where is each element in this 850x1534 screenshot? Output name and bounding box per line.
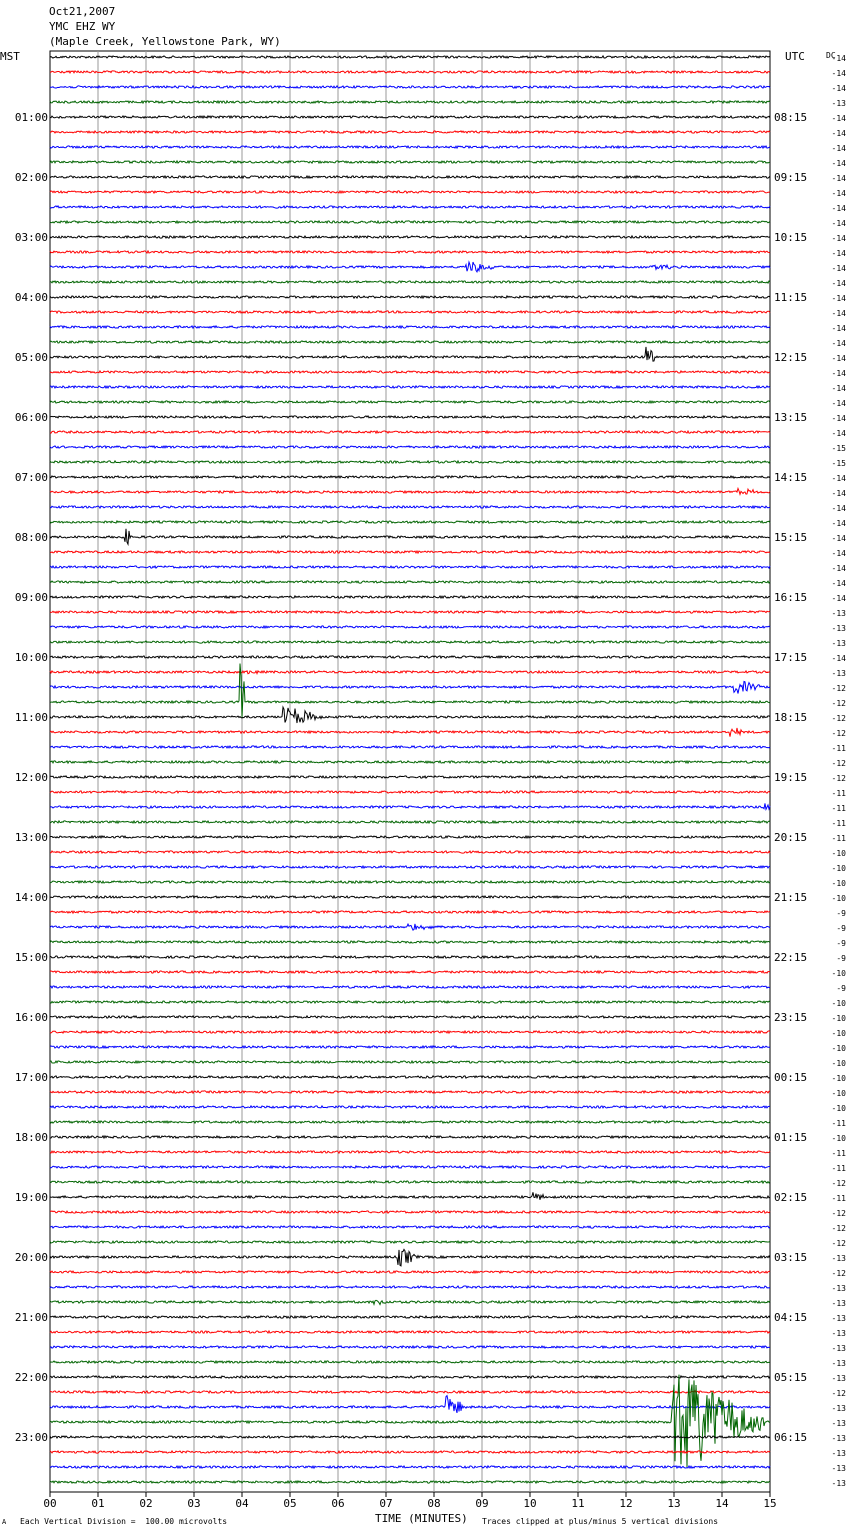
dc-offset-label: -13 xyxy=(831,1449,846,1458)
dc-offset-label: -14 xyxy=(831,534,846,543)
seismic-trace xyxy=(50,1121,770,1123)
dc-offset-label: -12 xyxy=(831,699,846,708)
left-hour-label: 06:00 xyxy=(14,411,48,424)
seismic-trace xyxy=(50,431,770,433)
dc-offset-label: -13 xyxy=(831,1419,846,1428)
left-timezone-label: MST xyxy=(0,50,20,63)
left-hour-label: 20:00 xyxy=(14,1251,48,1264)
dc-offset-label: -12 xyxy=(831,1239,846,1248)
dc-offset-label: -10 xyxy=(831,1089,846,1098)
right-hour-label: 00:15 xyxy=(774,1071,808,1084)
right-hour-label: 06:15 xyxy=(774,1431,808,1444)
seismic-trace xyxy=(50,251,770,253)
x-axis-title: TIME (MINUTES) xyxy=(375,1512,468,1525)
dc-offset-label: -11 xyxy=(831,1119,846,1128)
seismic-trace xyxy=(50,401,770,403)
dc-offset-label: -14 xyxy=(831,564,846,573)
seismic-trace xyxy=(50,131,770,133)
dc-offset-label: -12 xyxy=(831,729,846,738)
dc-offset-label: -14 xyxy=(831,309,846,318)
record-date: Oct21,2007 xyxy=(49,5,116,18)
dc-offset-label: -10 xyxy=(831,1029,846,1038)
seismic-trace xyxy=(50,641,770,643)
seismic-trace xyxy=(50,347,770,361)
seismic-trace xyxy=(50,146,770,148)
dc-offset-label: -9 xyxy=(836,909,846,918)
seismic-trace xyxy=(50,341,770,343)
scale-note: Each Vertical Division = 100.00 microvolts xyxy=(20,1517,228,1526)
seismic-trace xyxy=(50,707,770,723)
seismic-trace xyxy=(50,191,770,193)
seismic-trace xyxy=(50,1091,770,1093)
dc-offset-label: -11 xyxy=(831,789,846,798)
seismic-trace xyxy=(50,86,770,88)
dc-offset-label: -10 xyxy=(831,849,846,858)
left-hour-label: 02:00 xyxy=(14,171,48,184)
seismic-trace xyxy=(50,488,770,494)
dc-offset-label: -12 xyxy=(831,1209,846,1218)
left-hour-label: 19:00 xyxy=(14,1191,48,1204)
dc-offset-label: -14 xyxy=(831,369,846,378)
seismic-trace xyxy=(50,236,770,238)
seismic-trace xyxy=(50,776,770,778)
seismic-trace xyxy=(50,296,770,298)
seismic-trace xyxy=(50,476,770,478)
dc-offset-label: -14 xyxy=(831,159,846,168)
seismic-trace xyxy=(50,851,770,853)
seismic-trace xyxy=(50,911,770,913)
dc-offset-label: -14 xyxy=(831,579,846,588)
x-tick-label: 12 xyxy=(619,1497,633,1510)
left-hour-label: 05:00 xyxy=(14,351,48,364)
right-hour-label: 08:15 xyxy=(774,111,808,124)
seismic-trace xyxy=(50,1249,770,1266)
dc-offset-label: -14 xyxy=(831,114,846,123)
x-tick-label: 05 xyxy=(283,1497,297,1510)
seismic-trace xyxy=(50,206,770,208)
right-hour-label: 01:15 xyxy=(774,1131,808,1144)
dc-offset-label: -13 xyxy=(831,1404,846,1413)
seismic-trace xyxy=(50,1076,770,1078)
x-tick-label: 15 xyxy=(763,1497,777,1510)
seismic-trace xyxy=(50,1376,770,1378)
seismic-trace xyxy=(50,1286,770,1288)
seismic-trace xyxy=(50,506,770,508)
seismic-trace xyxy=(50,896,770,898)
dc-offset-label: -9 xyxy=(836,984,846,993)
dc-offset-label: -11 xyxy=(831,1194,846,1203)
dc-offset-label: -13 xyxy=(831,639,846,648)
right-timezone-label: UTC xyxy=(785,50,805,63)
seismic-trace xyxy=(50,596,770,598)
seismic-trace xyxy=(50,529,770,544)
dc-offset-label: -14 xyxy=(831,249,846,258)
dc-offset-label: -14 xyxy=(831,234,846,243)
seismic-trace xyxy=(50,371,770,373)
x-tick-label: 14 xyxy=(715,1497,729,1510)
seismic-trace xyxy=(50,761,770,763)
dc-offset-label: -12 xyxy=(831,1389,846,1398)
seismic-trace xyxy=(50,1375,770,1468)
dc-offset-label: -9 xyxy=(836,954,846,963)
dc-offset-label: -13 xyxy=(831,1254,846,1263)
seismic-trace xyxy=(50,281,770,283)
dc-offset-label: -10 xyxy=(831,894,846,903)
dc-offset-label: -13 xyxy=(831,1344,846,1353)
seismic-trace xyxy=(50,446,770,448)
dc-offset-label: -14 xyxy=(831,219,846,228)
dc-offset-label: -10 xyxy=(831,1044,846,1053)
dc-offset-label: -14 xyxy=(831,189,846,198)
dc-offset-header: DC xyxy=(826,51,836,60)
seismic-trace xyxy=(50,626,770,628)
seismic-trace xyxy=(50,1331,770,1333)
left-hour-label: 07:00 xyxy=(14,471,48,484)
left-hour-label: 08:00 xyxy=(14,531,48,544)
seismic-trace xyxy=(50,1436,770,1438)
dc-offset-label: -13 xyxy=(831,1464,846,1473)
dc-offset-label: -14 xyxy=(831,654,846,663)
right-hour-label: 11:15 xyxy=(774,291,808,304)
right-hour-label: 02:15 xyxy=(774,1191,808,1204)
dc-offset-label: -12 xyxy=(831,774,846,783)
dc-offset-label: -11 xyxy=(831,744,846,753)
seismic-trace xyxy=(50,326,770,328)
seismic-trace xyxy=(50,1226,770,1228)
dc-offset-label: -14 xyxy=(831,399,846,408)
right-hour-label: 18:15 xyxy=(774,711,808,724)
dc-offset-label: -9 xyxy=(836,924,846,933)
x-tick-label: 10 xyxy=(523,1497,537,1510)
dc-offset-label: -14 xyxy=(831,474,846,483)
right-hour-label: 10:15 xyxy=(774,231,808,244)
x-tick-label: 04 xyxy=(235,1497,249,1510)
seismic-trace xyxy=(50,821,770,823)
seismic-trace xyxy=(50,1466,770,1468)
left-hour-label: 23:00 xyxy=(14,1431,48,1444)
dc-offset-label: -10 xyxy=(831,999,846,1008)
right-hour-label: 09:15 xyxy=(774,171,808,184)
right-hour-label: 05:15 xyxy=(774,1371,808,1384)
seismic-trace xyxy=(50,986,770,988)
seismic-trace xyxy=(50,71,770,73)
dc-offset-label: -14 xyxy=(831,69,846,78)
x-tick-label: 00 xyxy=(43,1497,57,1510)
dc-offset-label: -15 xyxy=(831,444,846,453)
seismic-trace xyxy=(50,656,770,658)
station-code: YMC EHZ WY xyxy=(49,20,116,33)
dc-offset-label: -14 xyxy=(831,294,846,303)
right-hour-label: 13:15 xyxy=(774,411,808,424)
seismic-trace xyxy=(50,971,770,973)
x-tick-label: 08 xyxy=(427,1497,441,1510)
seismic-trace xyxy=(50,791,770,793)
dc-offset-label: -14 xyxy=(831,204,846,213)
left-hour-label: 18:00 xyxy=(14,1131,48,1144)
right-hour-label: 16:15 xyxy=(774,591,808,604)
seismic-trace xyxy=(50,1016,770,1018)
dc-offset-label: -11 xyxy=(831,834,846,843)
right-hour-label: 22:15 xyxy=(774,951,808,964)
clip-note: Traces clipped at plus/minus 5 vertical divisions xyxy=(482,1517,719,1526)
dc-offset-label: -13 xyxy=(831,624,846,633)
seismic-trace xyxy=(50,1211,770,1213)
dc-offset-label: -14 xyxy=(831,414,846,423)
right-hour-label: 14:15 xyxy=(774,471,808,484)
dc-offset-label: -13 xyxy=(831,1299,846,1308)
dc-offset-label: -12 xyxy=(831,1269,846,1278)
seismic-trace xyxy=(50,1151,770,1153)
dc-offset-label: -13 xyxy=(831,609,846,618)
right-hour-label: 19:15 xyxy=(774,771,808,784)
left-hour-label: 17:00 xyxy=(14,1071,48,1084)
dc-offset-label: -13 xyxy=(831,1479,846,1488)
dc-offset-label: -13 xyxy=(831,1284,846,1293)
right-hour-label: 12:15 xyxy=(774,351,808,364)
seismic-trace xyxy=(50,611,770,613)
x-tick-label: 06 xyxy=(331,1497,345,1510)
dc-offset-label: -10 xyxy=(831,1134,846,1143)
x-tick-label: 02 xyxy=(139,1497,153,1510)
seismic-trace xyxy=(50,101,770,103)
seismic-trace xyxy=(50,1001,770,1003)
left-hour-label: 12:00 xyxy=(14,771,48,784)
dc-offset-label: -12 xyxy=(831,1179,846,1188)
seismic-trace xyxy=(50,416,770,418)
seismic-trace xyxy=(50,176,770,178)
dc-offset-label: -13 xyxy=(831,669,846,678)
seismic-trace xyxy=(50,1031,770,1033)
seismic-trace xyxy=(50,581,770,583)
dc-offset-label: -14 xyxy=(831,339,846,348)
seismic-trace xyxy=(50,386,770,388)
left-hour-label: 15:00 xyxy=(14,951,48,964)
dc-offset-label: -14 xyxy=(831,504,846,513)
left-hour-label: 22:00 xyxy=(14,1371,48,1384)
dc-offset-label: -10 xyxy=(831,1104,846,1113)
left-hour-label: 13:00 xyxy=(14,831,48,844)
seismic-trace xyxy=(50,56,770,58)
seismic-trace xyxy=(50,1396,770,1413)
seismic-trace xyxy=(50,1451,770,1453)
seismic-trace xyxy=(50,836,770,838)
dc-offset-label: -12 xyxy=(831,684,846,693)
seismic-trace xyxy=(50,116,770,118)
seismic-trace xyxy=(50,866,770,868)
seismic-trace xyxy=(50,956,770,958)
dc-offset-label: -14 xyxy=(831,594,846,603)
seismic-trace xyxy=(50,262,770,272)
dc-offset-label: -13 xyxy=(831,1434,846,1443)
left-hour-label: 16:00 xyxy=(14,1011,48,1024)
left-hour-label: 10:00 xyxy=(14,651,48,664)
seismic-trace xyxy=(50,311,770,313)
left-hour-label: 11:00 xyxy=(14,711,48,724)
seismic-trace xyxy=(50,1166,770,1168)
x-tick-label: 13 xyxy=(667,1497,681,1510)
right-hour-label: 15:15 xyxy=(774,531,808,544)
seismic-trace xyxy=(50,728,770,737)
dc-offset-label: -10 xyxy=(831,969,846,978)
dc-offset-label: -14 xyxy=(831,429,846,438)
seismic-trace xyxy=(50,521,770,523)
seismic-trace xyxy=(50,671,770,674)
dc-offset-label: -14 xyxy=(831,279,846,288)
station-location: (Maple Creek, Yellowstone Park, WY) xyxy=(49,35,281,48)
dc-offset-label: -12 xyxy=(831,759,846,768)
left-hour-label: 01:00 xyxy=(14,111,48,124)
dc-offset-label: -10 xyxy=(831,879,846,888)
seismic-trace xyxy=(50,1241,770,1243)
seismic-trace xyxy=(50,1046,770,1048)
dc-offset-label: -13 xyxy=(831,1314,846,1323)
seismic-trace xyxy=(50,1316,770,1318)
left-hour-label: 03:00 xyxy=(14,231,48,244)
seismic-trace xyxy=(50,682,770,694)
dc-offset-label: -11 xyxy=(831,804,846,813)
seismic-trace xyxy=(50,461,770,463)
seismic-trace xyxy=(50,1481,770,1483)
dc-offset-label: -14 xyxy=(831,354,846,363)
dc-offset-label: -11 xyxy=(831,1164,846,1173)
seismic-trace xyxy=(50,1361,770,1363)
dc-offset-label: -14 xyxy=(831,174,846,183)
dc-offset-label: -14 xyxy=(831,144,846,153)
seismic-trace xyxy=(50,1346,770,1348)
seismic-trace xyxy=(50,221,770,223)
x-tick-label: 11 xyxy=(571,1497,585,1510)
seismic-trace xyxy=(50,924,770,930)
right-hour-label: 03:15 xyxy=(774,1251,808,1264)
dc-offset-label: -10 xyxy=(831,864,846,873)
seismic-trace xyxy=(50,746,770,748)
dc-offset-label: -14 xyxy=(831,264,846,273)
seismic-trace xyxy=(50,1136,770,1138)
dc-offset-label: -12 xyxy=(831,1224,846,1233)
seismic-trace xyxy=(50,1192,770,1200)
seismic-trace xyxy=(50,1271,770,1273)
seismic-trace xyxy=(50,1181,770,1183)
dc-offset-label: -11 xyxy=(831,1149,846,1158)
x-tick-label: 03 xyxy=(187,1497,201,1510)
right-hour-label: 17:15 xyxy=(774,651,808,664)
dc-offset-label: -10 xyxy=(831,1014,846,1023)
right-hour-label: 23:15 xyxy=(774,1011,808,1024)
dc-offset-label: -15 xyxy=(831,459,846,468)
dc-offset-label: -14 xyxy=(831,489,846,498)
dc-offset-label: -12 xyxy=(831,714,846,723)
dc-offset-label: -14 xyxy=(831,84,846,93)
dc-offset-label: -13 xyxy=(831,1374,846,1383)
dc-offset-label: -11 xyxy=(831,819,846,828)
right-hour-label: 04:15 xyxy=(774,1311,808,1324)
dc-offset-label: -10 xyxy=(831,1059,846,1068)
dc-offset-label: -14 xyxy=(831,384,846,393)
dc-offset-label: -13 xyxy=(831,99,846,108)
dc-offset-label: -14 xyxy=(831,129,846,138)
left-hour-label: 21:00 xyxy=(14,1311,48,1324)
footer-logo: A xyxy=(2,1518,7,1526)
dc-offset-label: -14 xyxy=(831,324,846,333)
dc-offset-label: -9 xyxy=(836,939,846,948)
dc-offset-label: -10 xyxy=(831,1074,846,1083)
dc-offset-label: -14 xyxy=(831,519,846,528)
dc-offset-label: -13 xyxy=(831,1359,846,1368)
seismic-trace xyxy=(50,566,770,568)
right-hour-label: 20:15 xyxy=(774,831,808,844)
seismic-trace xyxy=(50,551,770,553)
left-hour-label: 09:00 xyxy=(14,591,48,604)
right-hour-label: 21:15 xyxy=(774,891,808,904)
left-hour-label: 04:00 xyxy=(14,291,48,304)
dc-offset-label: -14 xyxy=(831,549,846,558)
x-tick-label: 09 xyxy=(475,1497,489,1510)
left-hour-label: 14:00 xyxy=(14,891,48,904)
seismic-trace xyxy=(50,941,770,943)
seismic-trace xyxy=(50,1391,770,1393)
seismic-trace xyxy=(50,1061,770,1063)
seismic-trace xyxy=(50,881,770,883)
seismic-trace xyxy=(50,161,770,163)
seismic-trace xyxy=(50,803,770,809)
x-tick-label: 01 xyxy=(91,1497,105,1510)
dc-offset-label: -14 xyxy=(831,54,846,63)
seismic-trace xyxy=(50,1106,770,1108)
x-tick-label: 07 xyxy=(379,1497,393,1510)
dc-offset-label: -13 xyxy=(831,1329,846,1338)
seismic-trace xyxy=(50,1300,770,1304)
